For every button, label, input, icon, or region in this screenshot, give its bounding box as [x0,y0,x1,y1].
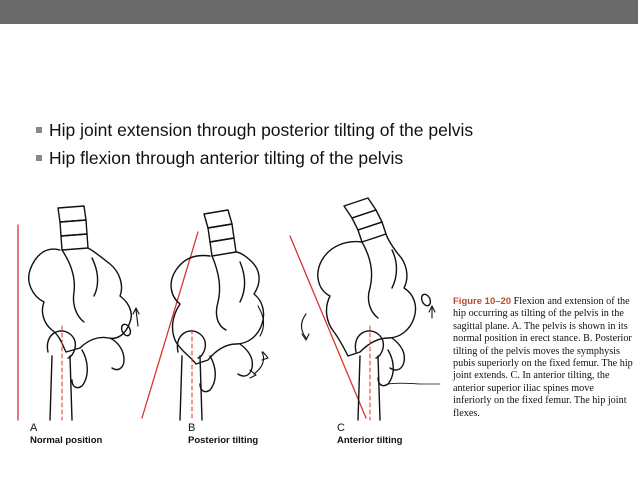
pelvis-drawing-a [18,206,139,420]
panel-letter-b: B [188,422,196,434]
figure-caption [453,296,633,420]
signature-line [388,383,440,384]
pelvis-drawing-c [290,198,440,420]
bullet-list [36,116,473,172]
bullet-text: Hip flexion through anterior tilting of the pelvis [49,147,404,168]
panel-caption-b: Posterior tilting [188,435,259,446]
panel-caption-a: Normal position [30,435,103,446]
panel-caption-c: Anterior tilting [337,435,403,446]
bullet-square-icon [36,155,42,161]
figure-caption-label: Figure 10–20 [453,296,512,307]
tilted-reference-line [142,232,198,418]
bullet-item [36,116,473,144]
pelvis-drawing-b [142,210,268,420]
panel-letter-a: A [30,422,38,434]
bullet-item [36,144,473,172]
figure-caption-text: Flexion and extension of the hip occurring as tilting of the pelvis in the sagittal plane. A. The pelvis is shown in its normal position in erect stance. B. Posterior tilting of the pelvis moves the symphysis pubis superiorly on the fixed femur. The hip joint extends. C. In anterior tilting, the anterior superior iliac spines move inferiorly on the fixed femur. The hip joint flexes. [453,296,633,419]
panel-letter-c: C [337,422,345,434]
top-bar [0,0,638,24]
bullet-text: Hip joint extension through posterior tilting of the pelvis [49,119,474,140]
bullet-square-icon [36,127,42,133]
